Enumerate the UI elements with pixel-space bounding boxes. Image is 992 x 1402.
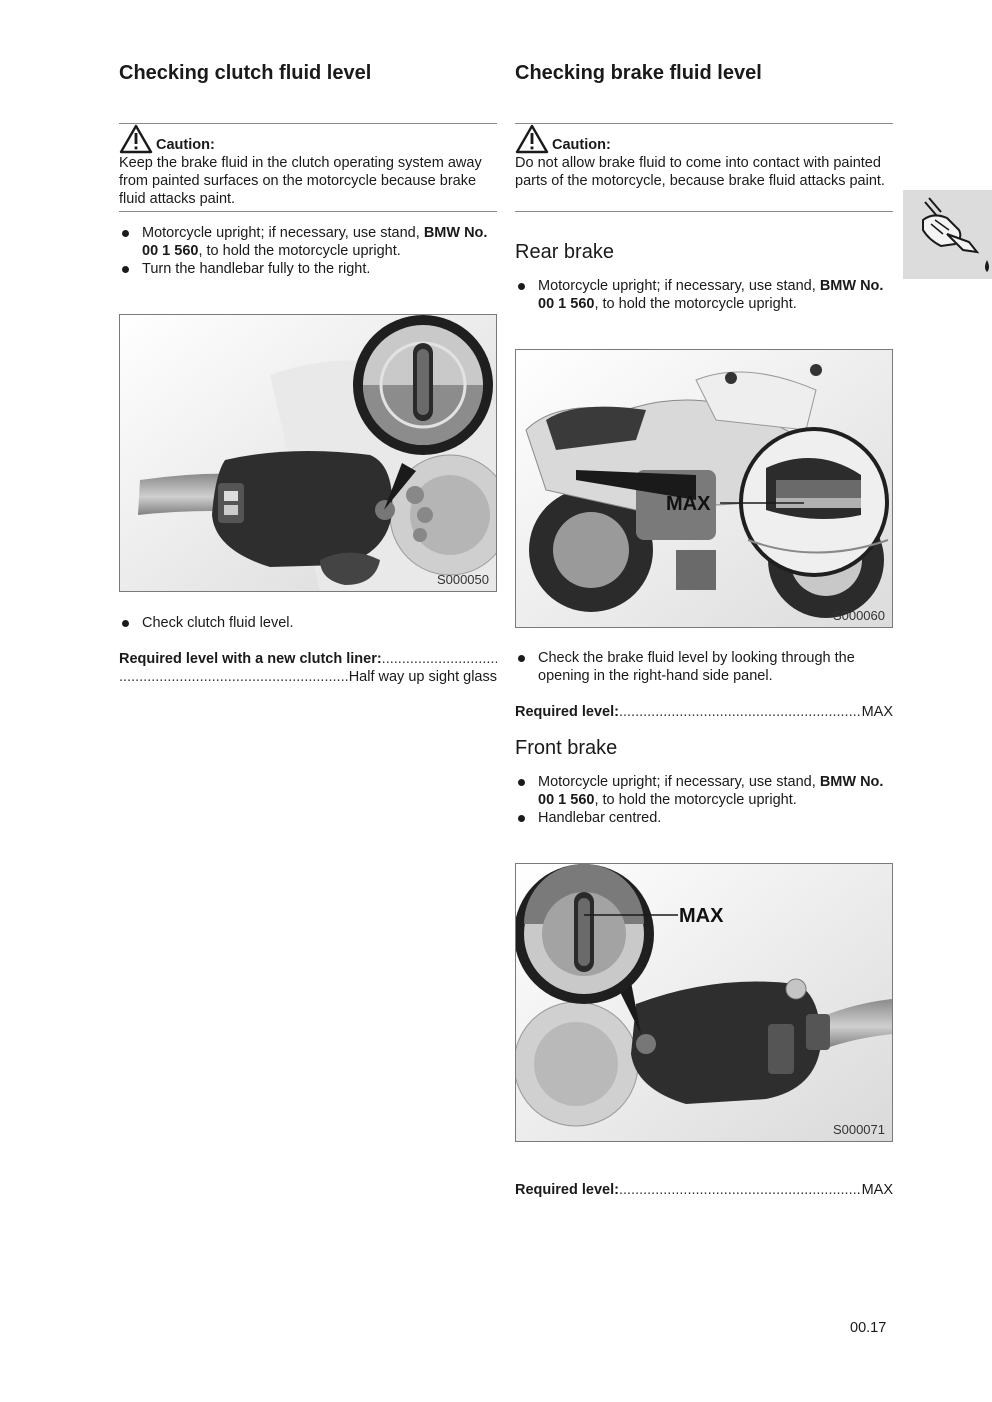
rear-brake-figure bbox=[515, 349, 893, 628]
section-tab bbox=[903, 190, 992, 279]
max-label: MAX bbox=[666, 493, 711, 515]
list-item: Handlebar centred. bbox=[515, 809, 893, 827]
clutch-check-steps bbox=[119, 614, 497, 632]
brake-title: Checking brake fluid level bbox=[515, 62, 762, 84]
required-value: MAX bbox=[861, 704, 893, 720]
list-item: Motorcycle upright; if necessary, use stand, BMW No. 00 1 560, to hold the motorcycle upright. bbox=[119, 224, 497, 260]
required-label: Required level with a new clutch liner: bbox=[119, 651, 382, 667]
caution-text: Do not allow brake fluid to come into contact with painted parts of the motorcycle, because brake fluid attacks paint. bbox=[515, 155, 885, 189]
front-required-level bbox=[515, 1181, 893, 1199]
max-label: MAX bbox=[679, 905, 724, 927]
caution-label: Caution: bbox=[552, 137, 611, 153]
warning-triangle-icon bbox=[119, 124, 153, 154]
hand-oil-can-icon bbox=[903, 190, 992, 279]
required-label: Required level: bbox=[515, 1182, 619, 1198]
list-item: Motorcycle upright; if necessary, use stand, BMW No. 00 1 560, to hold the motorcycle upright. bbox=[515, 277, 893, 313]
warning-triangle-icon bbox=[515, 124, 549, 154]
rear-brake-steps bbox=[515, 277, 893, 313]
clutch-caution-box bbox=[119, 123, 497, 212]
figure-code: S000050 bbox=[436, 572, 489, 587]
clutch-figure bbox=[119, 314, 497, 592]
required-value: MAX bbox=[861, 1182, 893, 1198]
rear-brake-heading: Rear brake bbox=[515, 241, 614, 263]
front-brake-steps bbox=[515, 773, 893, 827]
page-number: 00.17 bbox=[850, 1320, 887, 1336]
list-item: Turn the handlebar fully to the right. bbox=[119, 260, 497, 278]
required-value: Half way up sight glass bbox=[348, 669, 497, 685]
required-label: Required level: bbox=[515, 704, 619, 720]
front-brake-figure bbox=[515, 863, 893, 1142]
figure-code: S000060 bbox=[832, 608, 885, 623]
clutch-handlebar-illustration bbox=[120, 315, 496, 591]
list-item: Check the brake fluid level by looking through the opening in the right-hand side panel. bbox=[515, 649, 893, 685]
list-item: Check clutch fluid level. bbox=[119, 614, 497, 632]
front-brake-handlebar-illustration bbox=[516, 864, 892, 1141]
caution-text: Keep the brake fluid in the clutch operating system away from painted surfaces on the motorcycle because brake fluid attacks paint. bbox=[119, 155, 482, 207]
rear-brake-check-steps bbox=[515, 649, 893, 685]
figure-code: S000071 bbox=[832, 1122, 885, 1137]
rear-required-level bbox=[515, 703, 893, 721]
clutch-steps bbox=[119, 224, 497, 278]
clutch-title: Checking clutch fluid level bbox=[119, 62, 372, 84]
front-brake-heading: Front brake bbox=[515, 737, 618, 759]
motorcycle-illustration bbox=[516, 350, 892, 627]
caution-label: Caution: bbox=[156, 137, 215, 153]
brake-caution-box bbox=[515, 123, 893, 212]
list-item: Motorcycle upright; if necessary, use stand, BMW No. 00 1 560, to hold the motorcycle upright. bbox=[515, 773, 893, 809]
clutch-required-level bbox=[119, 650, 497, 686]
